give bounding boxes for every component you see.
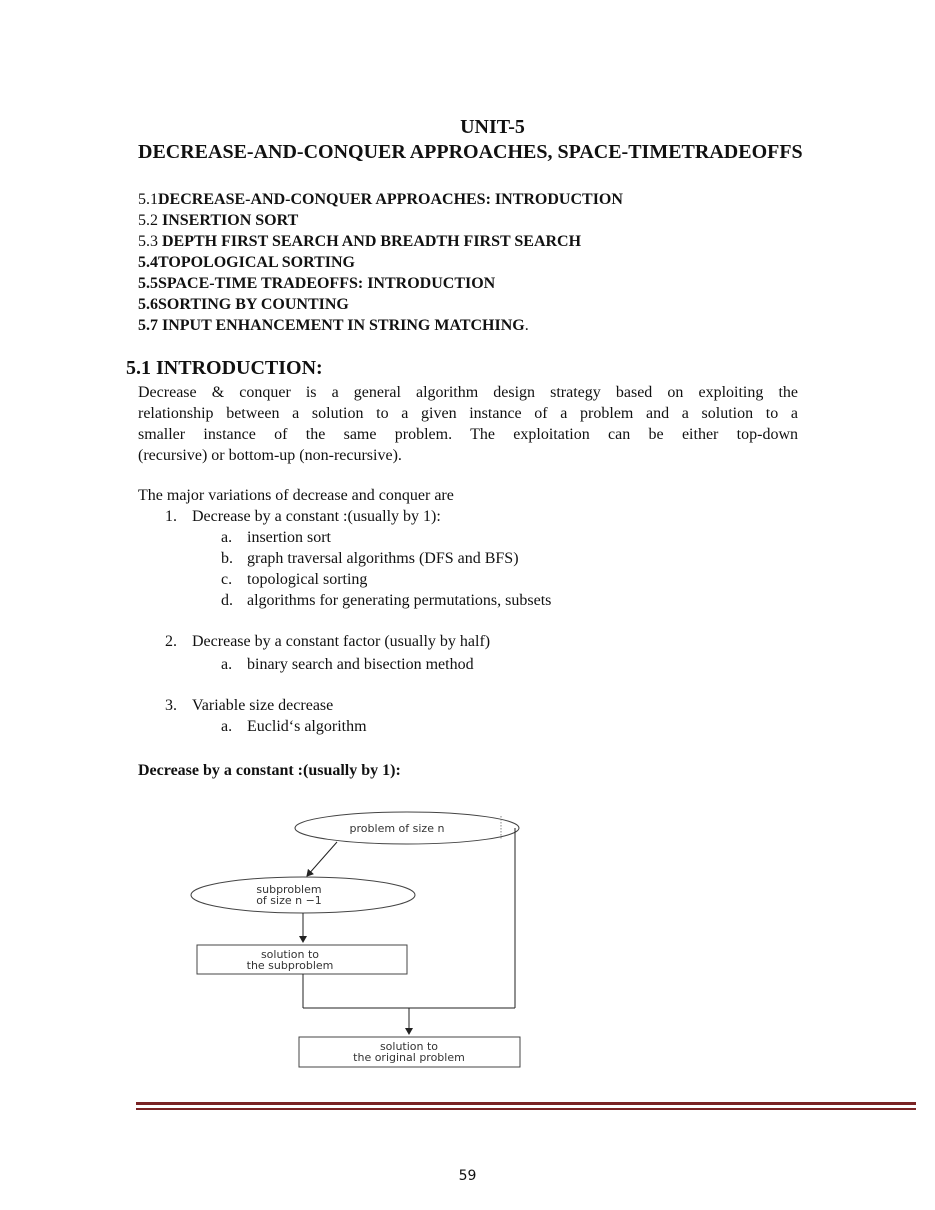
toc-number: 5.2 <box>138 212 162 229</box>
toc-text: INSERTION SORT <box>162 212 299 229</box>
variations-intro: The major variations of decrease and conquer are <box>138 487 454 504</box>
toc-item <box>138 231 623 252</box>
table-of-contents <box>138 189 623 336</box>
problem-label: problem of size n <box>349 822 445 835</box>
sub-list-item: graph traversal algorithms (DFS and BFS) <box>247 550 519 567</box>
toc-number: 5.6 <box>138 296 158 313</box>
sub-list-letter: d. <box>221 592 233 609</box>
toc-text: SORTING BY COUNTING <box>158 296 349 313</box>
toc-text: SPACE-TIME TRADEOFFS: INTRODUCTION <box>158 275 496 292</box>
subproblem-solution-label: solution to <box>260 948 320 961</box>
toc-number: 5.1 <box>138 191 158 208</box>
sub-list-letter: a. <box>221 718 233 735</box>
toc-item <box>138 210 623 231</box>
paragraph-line: Decrease & conquer is a general algorithm design strategy based on exploiting the <box>138 384 798 401</box>
footer-rule <box>136 1108 916 1110</box>
toc-item <box>138 315 623 336</box>
list-item: Decrease by a constant :(usually by 1): <box>192 508 441 525</box>
toc-item <box>138 273 623 294</box>
list-item: Decrease by a constant factor (usually by half) <box>192 633 491 650</box>
toc-number: 5.4 <box>138 254 158 271</box>
sub-list-letter: b. <box>221 550 233 567</box>
toc-number: 5.7 <box>138 317 162 334</box>
section-heading: 5.1 INTRODUCTION: <box>126 357 323 379</box>
sub-list-item: Euclid‘s algorithm <box>247 718 367 735</box>
toc-item <box>138 294 623 315</box>
list-item: Variable size decrease <box>192 697 334 714</box>
subproblem-label: subproblem <box>256 883 322 896</box>
original-solution-label: solution to <box>379 1040 439 1053</box>
chapter-title: DECREASE-AND-CONQUER APPROACHES, SPACE-TIMETRADEOFFS <box>138 141 803 163</box>
sub-list-item: topological sorting <box>247 571 368 588</box>
sub-list-letter: a. <box>221 656 233 673</box>
toc-item <box>138 189 623 210</box>
decrease-by-constant-diagram <box>185 808 530 1073</box>
toc-suffix: . <box>524 317 529 334</box>
unit-title: UNIT-5 <box>460 116 525 138</box>
subheading: Decrease by a constant :(usually by 1): <box>138 762 401 779</box>
list-number: 1. <box>165 508 177 525</box>
intro-paragraph <box>138 382 798 466</box>
toc-number: 5.3 <box>138 233 162 250</box>
toc-text: DEPTH FIRST SEARCH AND BREADTH FIRST SEARCH <box>162 233 582 250</box>
list-number: 3. <box>165 697 177 714</box>
sub-list-letter: a. <box>221 529 233 546</box>
toc-number: 5.5 <box>138 275 158 292</box>
sub-list-letter: c. <box>221 571 233 588</box>
footer-rule <box>136 1102 916 1105</box>
sub-list-item: binary search and bisection method <box>247 656 474 673</box>
subproblem-label: of size n −1 <box>256 894 322 907</box>
list-number: 2. <box>165 633 177 650</box>
paragraph-line: smaller instance of the same problem. The exploitation can be either top-down <box>138 426 798 443</box>
sub-list-item: insertion sort <box>247 529 331 546</box>
toc-text: INPUT ENHANCEMENT IN STRING MATCHING <box>162 317 525 334</box>
toc-text: TOPOLOGICAL SORTING <box>158 254 355 271</box>
toc-text: DECREASE-AND-CONQUER APPROACHES: INTRODUCTION <box>158 191 623 208</box>
paragraph-line: (recursive) or bottom-up (non-recursive). <box>138 447 402 464</box>
paragraph-line: relationship between a solution to a given instance of a problem and a solution to a <box>138 405 798 422</box>
page-number: 59 <box>458 1168 477 1184</box>
toc-item <box>138 252 623 273</box>
subproblem-solution-label: the subproblem <box>246 959 334 972</box>
original-solution-label: the original problem <box>353 1051 465 1064</box>
sub-list-item: algorithms for generating permutations, subsets <box>247 592 552 609</box>
